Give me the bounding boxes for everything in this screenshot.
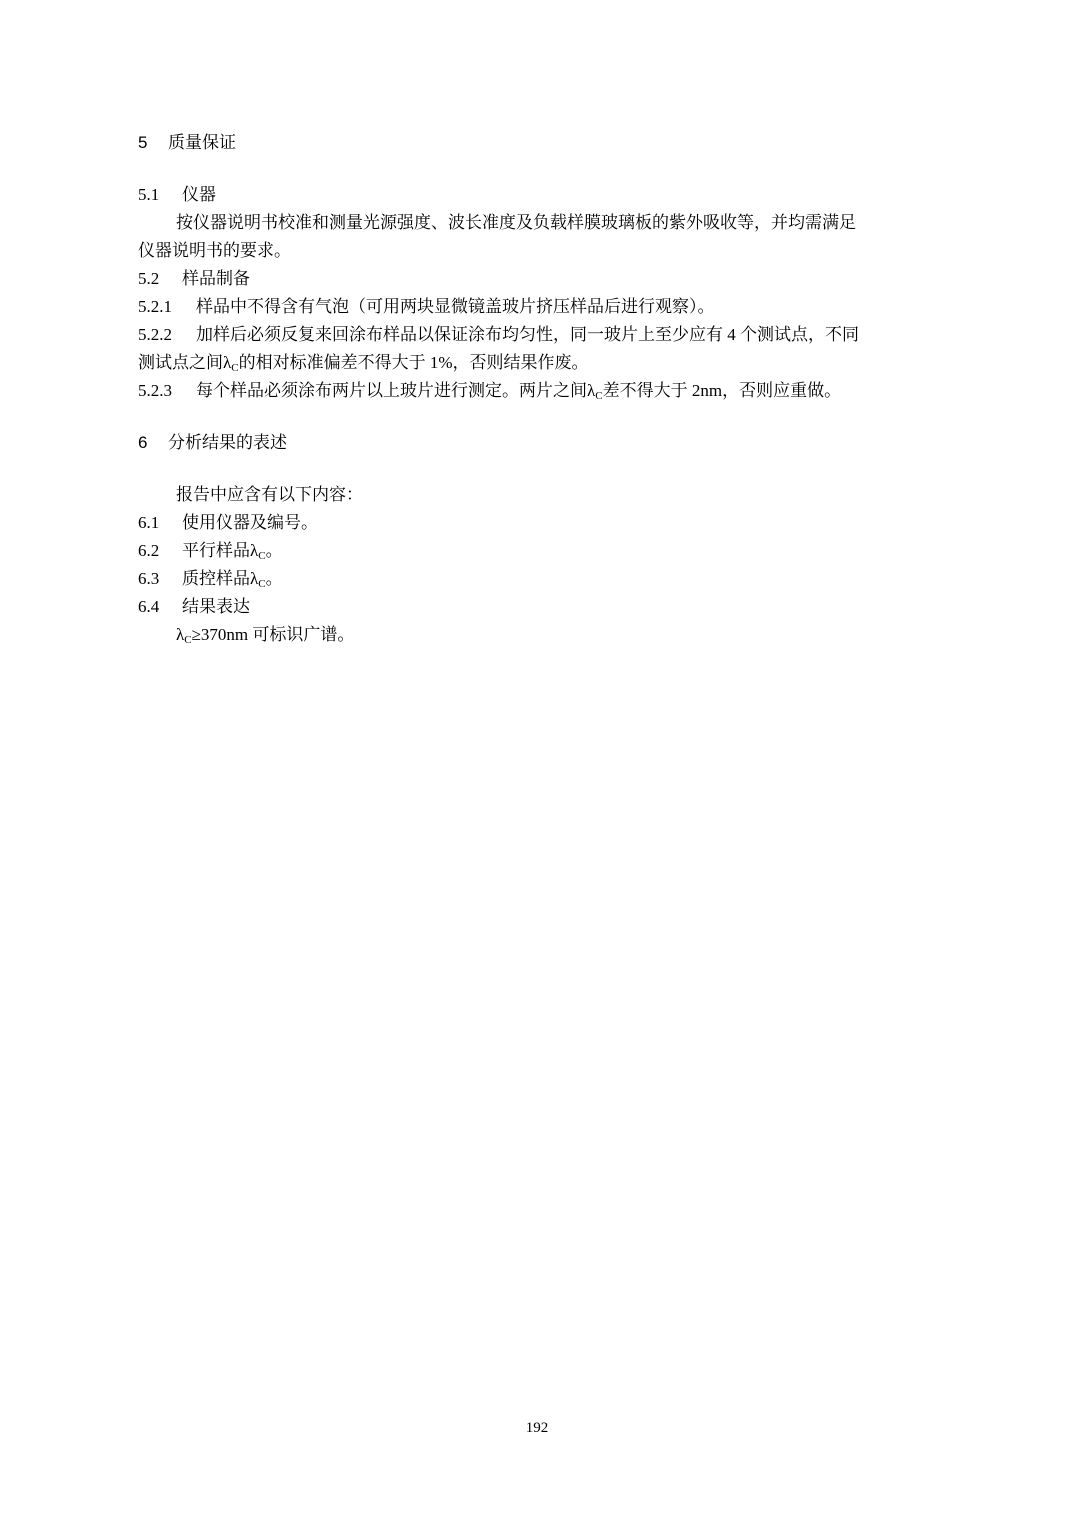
- item-text: 使用仪器及编号。: [182, 513, 318, 532]
- subsection-5-1-heading: [138, 185, 216, 205]
- subsection-5-2-heading: [138, 269, 250, 289]
- item-6-4: [138, 597, 250, 617]
- item-text: 每个样品必须涂布两片以上玻片进行测定。两片之间: [196, 381, 587, 400]
- item-text: 。: [265, 569, 283, 588]
- item-text: 加样后必须反复来回涂布样品以保证涂布均匀性，同一玻片上至少应有 4 个测试点，不同: [196, 325, 859, 344]
- item-number: 5.2.3: [138, 381, 172, 400]
- item-5-2-2-continued: [138, 353, 589, 378]
- subsection-number: 5.1: [138, 185, 160, 204]
- section-5-heading: [138, 133, 236, 153]
- lambda-symbol: λ: [250, 569, 259, 588]
- item-text: 质控样品: [182, 569, 250, 588]
- lambda-subscript: C: [258, 578, 266, 590]
- item-text: 的相对标准偏差不得大于 1%，否则结果作废。: [238, 353, 589, 372]
- item-title: 结果表达: [182, 597, 250, 616]
- item-number: 6.3: [138, 569, 160, 588]
- section-number: 6: [138, 433, 148, 452]
- subsection-title: 仪器: [182, 185, 216, 204]
- section-number: 5: [138, 133, 148, 152]
- lambda-symbol: λ: [176, 625, 185, 644]
- item-number: 5.2.1: [138, 297, 172, 316]
- item-text: ≥370nm 可标识广谱。: [191, 625, 355, 644]
- item-number: 5.2.2: [138, 325, 172, 344]
- section-title: 质量保证: [168, 133, 236, 152]
- lambda-subscript: C: [184, 634, 192, 646]
- paragraph-line: 按仪器说明书校准和测量光源强度、波长准度及负载样膜玻璃板的紫外吸收等，并均需满足: [176, 213, 856, 232]
- lambda-subscript: C: [595, 390, 603, 402]
- item-number: 6.1: [138, 513, 160, 532]
- item-text: 测试点之间: [138, 353, 223, 372]
- lambda-symbol: λ: [223, 353, 232, 372]
- item-text: 平行样品: [182, 541, 250, 560]
- item-number: 6.4: [138, 597, 160, 616]
- lambda-symbol: λ: [587, 381, 596, 400]
- page-number: 192: [525, 1420, 549, 1436]
- section-6-intro: 报告中应含有以下内容：: [176, 485, 363, 504]
- lambda-symbol: λ: [250, 541, 259, 560]
- item-5-2-3: [138, 381, 841, 406]
- result-expression: [176, 625, 354, 650]
- item-5-2-1: [138, 297, 715, 317]
- item-6-1: [138, 513, 318, 533]
- lambda-subscript: C: [258, 550, 266, 562]
- section-6-heading: [138, 433, 287, 453]
- section-title: 分析结果的表述: [168, 433, 287, 452]
- item-5-2-2: [138, 325, 859, 345]
- item-text: 差不得大于 2nm，否则应重做。: [602, 381, 842, 400]
- item-text: 。: [265, 541, 283, 560]
- item-text: 样品中不得含有气泡（可用两块显微镜盖玻片挤压样品后进行观察）。: [196, 297, 715, 316]
- subsection-number: 5.2: [138, 269, 160, 288]
- item-6-2: [138, 541, 283, 566]
- item-6-3: [138, 569, 283, 594]
- lambda-subscript: C: [231, 362, 239, 374]
- item-number: 6.2: [138, 541, 160, 560]
- paragraph-line: 仪器说明书的要求。: [138, 241, 291, 260]
- subsection-title: 样品制备: [182, 269, 250, 288]
